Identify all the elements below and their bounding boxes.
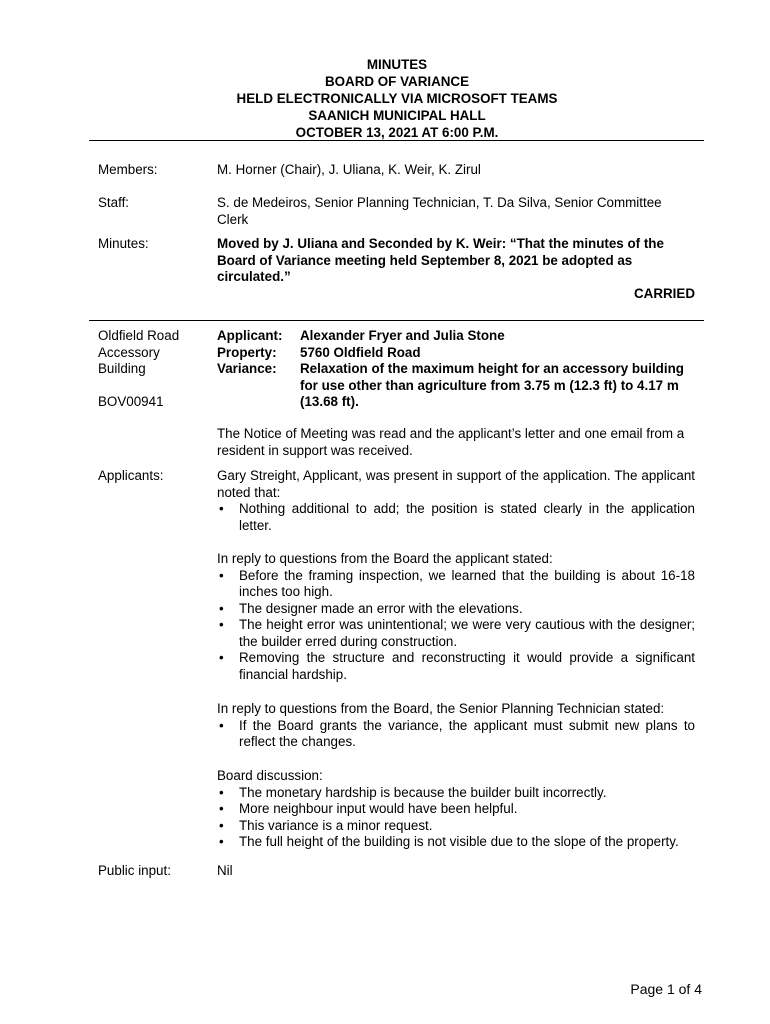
members-text: M. Horner (Chair), J. Uliana, K. Weir, K. Zirul: [217, 162, 481, 177]
item-label-line3: Building: [98, 361, 146, 376]
list-item: • Removing the structure and reconstructing it would provide a significant financial hardship.: [217, 650, 695, 683]
page-number: Page 1 of 4: [630, 981, 702, 997]
applicant-value: Alexander Fryer and Julia Stone: [300, 328, 505, 343]
technician-questions-intro: In reply to questions from the Board, the Senior Planning Technician stated:: [217, 701, 665, 716]
list-item: • The monetary hardship is because the builder built incorrectly.: [217, 785, 695, 802]
minutes-result: CARRIED: [633, 286, 695, 301]
header-title: MINUTES: [366, 57, 428, 72]
applicants-label: Applicants:: [98, 468, 164, 483]
list-item: • This variance is a minor request.: [217, 818, 695, 835]
board-questions-intro: In reply to questions from the Board the applicant stated:: [217, 551, 553, 566]
staff-text: S. de Medeiros, Senior Planning Technician, T. Da Silva, Senior Committee Clerk: [217, 195, 662, 227]
public-input-label: Public input:: [98, 863, 171, 878]
board-questions-section: [217, 551, 695, 683]
minutes-label: Minutes:: [98, 236, 149, 251]
minutes-motion: Moved by J. Uliana and Seconded by K. Weir: “That the minutes of the Board of Variance meeting held September 8, 2021 be adopted as circulated.”: [217, 236, 664, 284]
list-item: • If the Board grants the variance, the applicant must submit new plans to reflect the changes.: [217, 718, 695, 751]
variance-row: [217, 361, 697, 411]
property-value: 5760 Oldfield Road: [300, 344, 421, 360]
item-label-line1: Oldfield Road: [98, 328, 180, 343]
list-item: • More neighbour input would have been helpful.: [217, 801, 695, 818]
header-divider: [89, 140, 704, 141]
applicants-list: [217, 501, 695, 534]
list-item: • The full height of the building is not visible due to the slope of the property.: [217, 834, 695, 851]
discussion-intro: Board discussion:: [217, 768, 323, 783]
property-key: Property:: [217, 344, 277, 360]
applicant-row: [217, 328, 697, 345]
property-row: [217, 345, 697, 362]
notice-text: The Notice of Meeting was read and the applicant’s letter and one email from a resident in support was received.: [217, 426, 685, 458]
board-questions-list: [217, 568, 695, 684]
technician-questions-list: [217, 718, 695, 751]
item-label: [98, 328, 179, 378]
item-file-number: BOV00941: [98, 394, 164, 409]
header-board: BOARD OF VARIANCE: [324, 74, 470, 89]
application-details: [217, 328, 697, 411]
applicant-key: Applicant:: [217, 328, 283, 343]
applicants-section: [217, 468, 695, 534]
header-held: HELD ELECTRONICALLY VIA MICROSOFT TEAMS: [236, 91, 558, 106]
applicants-intro: Gary Streight, Applicant, was present in support of the application. The applicant noted that:: [217, 468, 695, 500]
staff-label: Staff:: [98, 195, 130, 210]
variance-value: Relaxation of the maximum height for an accessory building for use other than agriculture from 3.75 m (12.3 ft) to 4.17 m (13.68 ft).: [300, 361, 684, 409]
minutes-header: [0, 56, 770, 141]
public-input-text: Nil: [217, 863, 233, 878]
header-date: OCTOBER 13, 2021 AT 6:00 P.M.: [295, 125, 499, 140]
discussion-list: [217, 785, 695, 851]
header-location: SAANICH MUNICIPAL HALL: [308, 108, 486, 123]
list-item: • The designer made an error with the elevations.: [217, 601, 695, 618]
list-item: • Before the framing inspection, we learned that the building is about 16-18 inches too high.: [217, 568, 695, 601]
item-label-line2: Accessory: [98, 344, 160, 360]
list-item: • Nothing additional to add; the position is stated clearly in the application letter.: [217, 501, 695, 534]
technician-questions-section: [217, 701, 695, 751]
list-item: • The height error was unintentional; we were very cautious with the designer; the builder erred during construction.: [217, 617, 695, 650]
members-label: Members:: [98, 162, 158, 177]
section-divider: [89, 320, 704, 321]
discussion-section: [217, 768, 695, 851]
variance-key: Variance:: [217, 361, 277, 376]
